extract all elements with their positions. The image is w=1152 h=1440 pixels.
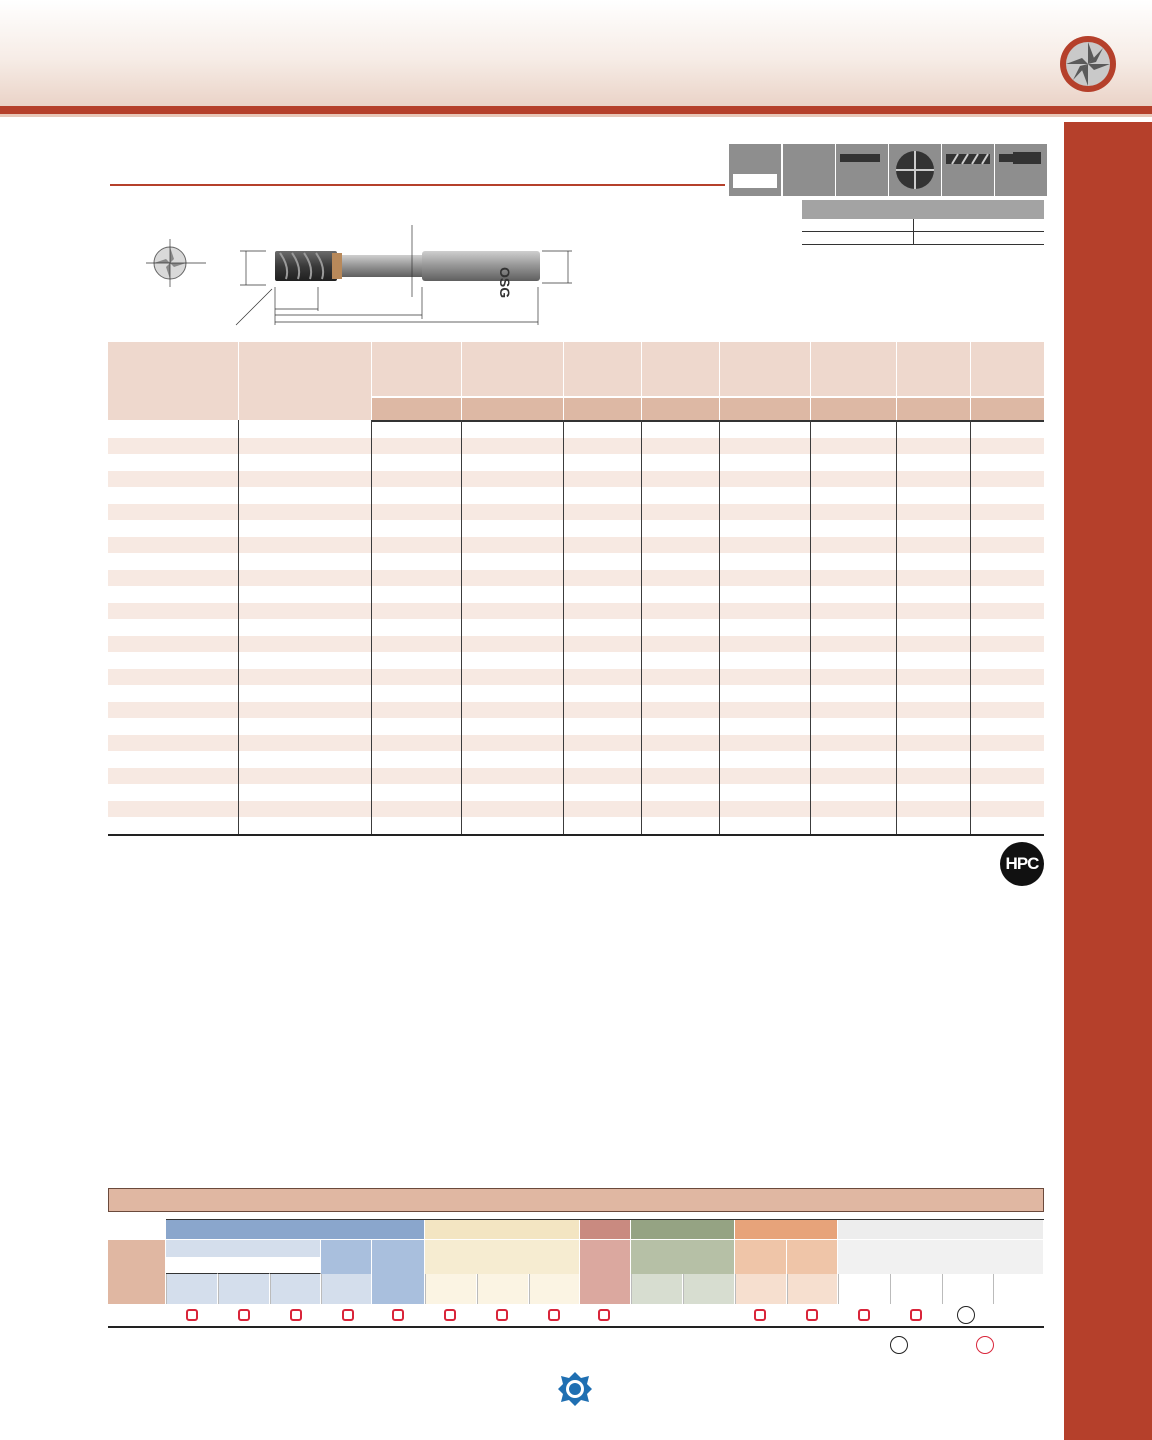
material-subtype-cell <box>942 1274 993 1304</box>
hpc-badge: HPC <box>1000 842 1044 886</box>
steel-sub-a <box>166 1240 321 1257</box>
square-end-icon <box>840 154 880 162</box>
other-sub <box>838 1240 1044 1274</box>
excellent-mark-icon <box>186 1309 198 1321</box>
shank-icon <box>995 144 1047 196</box>
category-box-5 <box>942 144 994 196</box>
category-box-6 <box>995 144 1047 196</box>
side-tab-bar <box>1064 122 1152 1440</box>
material-subtype-cell <box>270 1274 321 1304</box>
material-subtype-cell <box>321 1274 372 1304</box>
header-band <box>0 0 1152 108</box>
steel-sub-b <box>321 1240 372 1274</box>
spec-table <box>802 219 1044 245</box>
suitability-row <box>108 1304 1044 1326</box>
header-cell-5 <box>564 342 641 396</box>
table-row <box>108 537 1044 553</box>
category-box-3 <box>836 144 888 196</box>
excellent-mark-icon <box>858 1309 870 1321</box>
spec-table-header <box>802 200 1044 219</box>
excellent-mark-icon <box>342 1309 354 1321</box>
subheader-cell-10 <box>971 398 1044 420</box>
end-mill-cross-section-icon <box>1058 34 1118 94</box>
material-label-cell <box>108 1240 166 1304</box>
table-row <box>108 669 1044 685</box>
header-cell-8 <box>811 342 896 396</box>
legend-excellent-icon <box>976 1336 994 1354</box>
titanium-sub-a <box>735 1240 787 1274</box>
application-table <box>108 1218 1044 1330</box>
material-subtype-cell <box>477 1274 529 1304</box>
subheader-cell-8 <box>811 398 896 420</box>
header-rule-shadow <box>0 114 1152 117</box>
material-subtype-cell <box>166 1274 218 1304</box>
material-subtype-cell <box>683 1274 735 1304</box>
group-nonferrous <box>631 1220 735 1239</box>
table-row <box>108 702 1044 718</box>
material-subtype-cell <box>218 1274 270 1304</box>
subheader-cell-4 <box>462 398 563 420</box>
subheader-cell-5 <box>564 398 641 420</box>
cast-iron-sub <box>580 1240 631 1304</box>
nonferrous-sub <box>631 1240 735 1274</box>
steel-sub-c <box>372 1240 425 1304</box>
table-row <box>108 471 1044 487</box>
excellent-mark-icon <box>290 1309 302 1321</box>
application-table-title <box>108 1188 1044 1212</box>
osg-logo <box>556 1370 594 1408</box>
material-subtype-cell <box>529 1274 580 1304</box>
group-stainless <box>425 1220 580 1239</box>
material-subtype-cell <box>735 1274 787 1304</box>
category-box-4 <box>889 144 941 196</box>
table-row <box>108 735 1044 751</box>
subheader-cell-9 <box>897 398 970 420</box>
material-subtype-cell <box>993 1274 1044 1304</box>
suitable-mark-icon <box>957 1306 975 1324</box>
table-bottom-rule <box>108 834 1044 836</box>
excellent-mark-icon <box>548 1309 560 1321</box>
tool-drawing <box>140 225 580 330</box>
titanium-sub-b <box>787 1240 838 1274</box>
table-row <box>108 768 1044 784</box>
header-cell-size <box>239 342 371 420</box>
header-cell-3 <box>372 342 461 396</box>
header-rule <box>0 106 1152 114</box>
excellent-mark-icon <box>598 1309 610 1321</box>
header-cell-6 <box>642 342 719 396</box>
subheader-cell-6 <box>642 398 719 420</box>
title-rule <box>110 184 725 186</box>
subheader-cell-7 <box>720 398 810 420</box>
legend-suitable-icon <box>890 1336 908 1354</box>
header-cell-10 <box>971 342 1044 396</box>
excellent-mark-icon <box>910 1309 922 1321</box>
header-cell-9 <box>897 342 970 396</box>
table-row <box>108 636 1044 652</box>
excellent-mark-icon <box>238 1309 250 1321</box>
excellent-mark-icon <box>392 1309 404 1321</box>
dimension-table <box>108 342 1044 836</box>
material-subtype-cell <box>425 1274 477 1304</box>
material-subtype-cell <box>838 1274 890 1304</box>
group-other <box>838 1220 1044 1239</box>
material-subtype-cell <box>787 1274 838 1304</box>
excellent-mark-icon <box>806 1309 818 1321</box>
table-row <box>108 801 1044 817</box>
header-cell-7 <box>720 342 810 396</box>
excellent-mark-icon <box>444 1309 456 1321</box>
material-subtype-cell <box>890 1274 942 1304</box>
table-row <box>108 603 1044 619</box>
header-cell-4 <box>462 342 563 396</box>
category-box-2 <box>783 144 835 196</box>
stainless-sub <box>425 1240 580 1274</box>
group-titanium <box>735 1220 838 1239</box>
helix-icon <box>942 144 994 196</box>
group-cast-iron <box>580 1220 631 1239</box>
osg-brand-mark: OSG <box>497 267 513 299</box>
table-row <box>108 504 1044 520</box>
table-row <box>108 438 1044 454</box>
blank-category-icon <box>733 174 777 188</box>
four-flute-icon <box>889 144 941 196</box>
subheader-cell-3 <box>372 398 461 420</box>
table-row <box>108 570 1044 586</box>
header-cell-edp <box>108 342 238 420</box>
excellent-mark-icon <box>496 1309 508 1321</box>
category-box-1 <box>729 144 781 196</box>
excellent-mark-icon <box>754 1309 766 1321</box>
group-steel <box>166 1220 425 1239</box>
material-subtype-cell <box>631 1274 683 1304</box>
end-view-icon <box>146 239 206 287</box>
